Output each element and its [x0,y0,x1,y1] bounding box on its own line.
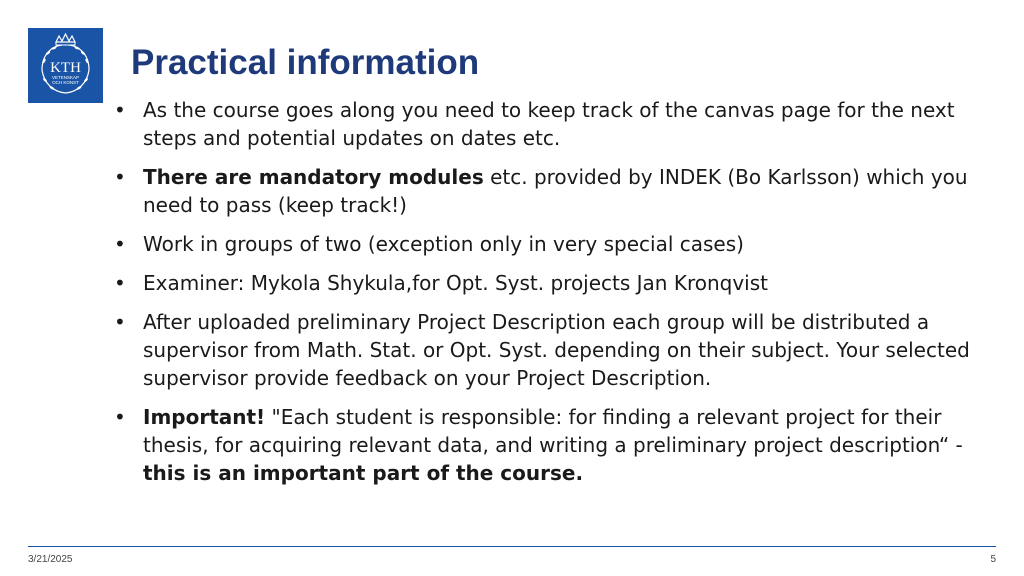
footer-date: 3/21/2025 [28,554,73,565]
list-item [114,163,974,219]
footer-divider [28,546,996,547]
bullet-glyph: • [114,98,126,122]
bullet-text: As the course goes along you need to keep track of the canvas page for the next steps and potential updates on dates etc. [143,98,955,150]
bullet-glyph: • [114,271,126,295]
page-title: Practical information [131,43,480,82]
list-item [114,269,974,297]
bullet-glyph: • [114,232,126,256]
bullet-bold-text: There are mandatory modules [143,165,484,189]
bullet-text: etc. provided by INDEK (Bo Karlsson) which you need to pass (keep track!) [143,165,968,217]
logo-subtext-2: OCH KONST [52,80,79,85]
bullet-text: Examiner: Mykola Shykula,for Opt. Syst. projects Jan Kronqvist [143,271,768,295]
bullet-list [114,96,974,498]
list-item [114,96,974,152]
bullet-text: Work in groups of two (exception only in very special cases) [143,232,744,256]
kth-logo-icon [28,28,103,103]
list-item [114,308,974,392]
bullet-text: After uploaded preliminary Project Description each group will be distributed a supervisor from Math. Stat. or Opt. Syst. depending on their subject. Your selected supervisor provide feedback on your Project Description. [143,310,970,390]
list-item [114,230,974,258]
bullet-bold-end-text: this is an important part of the course. [143,461,584,485]
list-item [114,403,974,487]
kth-logo [28,28,103,103]
bullet-text: "Each student is responsible: for finding a relevant project for their thesis, for acquiring relevant data, and writing a preliminary project description“ - [143,405,963,457]
bullet-glyph: • [114,405,126,429]
bullet-bold-text: Important! [143,405,266,429]
page-number: 5 [990,554,996,565]
bullet-glyph: • [114,165,126,189]
bullet-glyph: • [114,310,126,334]
logo-subtext-1: VETENSKAP [51,75,80,80]
logo-text: KTH [50,60,81,76]
